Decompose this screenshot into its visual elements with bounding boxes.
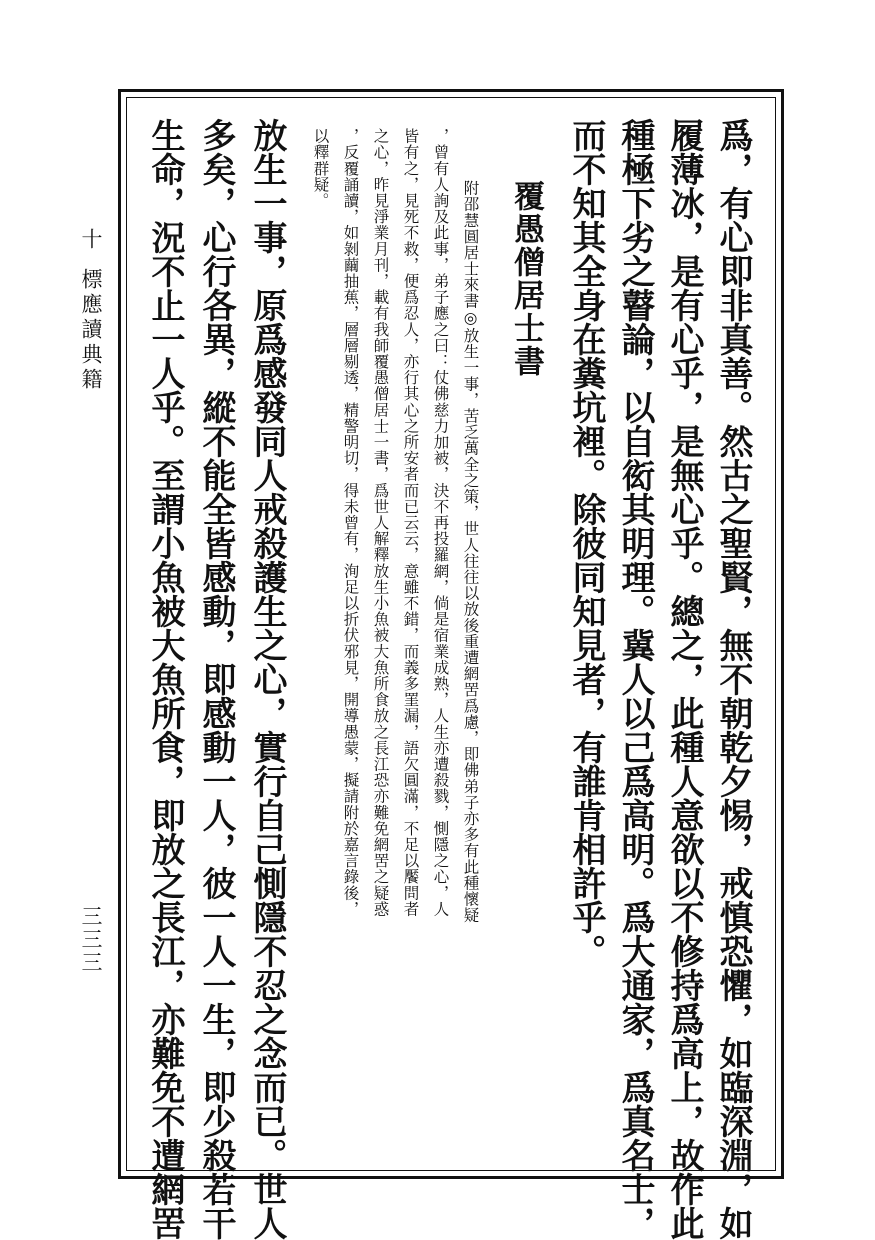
appended-letter-line-6: 以釋群疑。 (311, 128, 330, 209)
appended-letter-line-3: 皆有之，見死不救，便爲忍人，亦行其心之所安者而已云云，意雖不錯，而義多罣漏，語欠圓滿，不足以饜問者 (401, 128, 420, 917)
appended-letter-line-4: 之心，昨見淨業月刊，載有我師覆愚僧居士一書，爲世人解釋放生小魚被大魚所食放之長江恐亦難免網罟之疑惑 (371, 128, 390, 917)
appended-letter-line-2: ，曾有人詢及此事，弟子應之曰：仗佛慈力加被，決不再投羅網，倘是宿業成熟，人生亦遭殺戮，惻隱之心，人 (431, 128, 450, 917)
reply-text-line-2: 多矣，心行各異，縱不能全皆感動，即感動一人，彼一人一生，即少殺若干 (196, 118, 236, 1240)
main-text-line-3: 種極下劣之瞽論，以自衒其明理。冀人以己爲高明。爲大通家，爲真名士， (615, 118, 655, 1240)
reply-text-line-3: 生命，況不止一人乎。至謂小魚被大魚所食，即放之長江，亦難免不遭網罟 (145, 118, 185, 1240)
book-title: 標應讀典籍 (79, 268, 103, 393)
reply-text-line-1: 放生一事，原爲感發同人戒殺護生之心，實行自己惻隱不忍之念而已。世人 (247, 118, 287, 1240)
main-text-line-1: 爲，有心即非真善。然古之聖賢，無不朝乾夕惕，戒慎恐懼，如臨深淵，如 (713, 118, 753, 1240)
main-text-line-2: 履薄冰，是有心乎，是無心乎。總之，此種人意欲以不修持爲高上，故作此 (664, 118, 704, 1240)
appended-letter-line-5: ，反覆誦讀，如剝繭抽蕉，層層剔透，精警明切，得未曾有，洵足以折伏邪見，開導愚蒙，擬請附於嘉言錄後， (341, 128, 360, 917)
appended-letter-line-1: 附邵慧圓居士來書◎放生一事，苦乏萬全之策，世人往往以放後重遭網罟爲慮，即佛弟子亦多有此種懷疑 (461, 180, 480, 924)
page-number: 三三三 (79, 905, 103, 974)
section-marker: 十 (79, 228, 103, 249)
letter-heading: 覆愚僧居士書 (508, 180, 544, 378)
main-text-line-4: 而不知其全身在糞坑裡。除彼同知見者，有誰肯相許乎。 (566, 118, 606, 968)
